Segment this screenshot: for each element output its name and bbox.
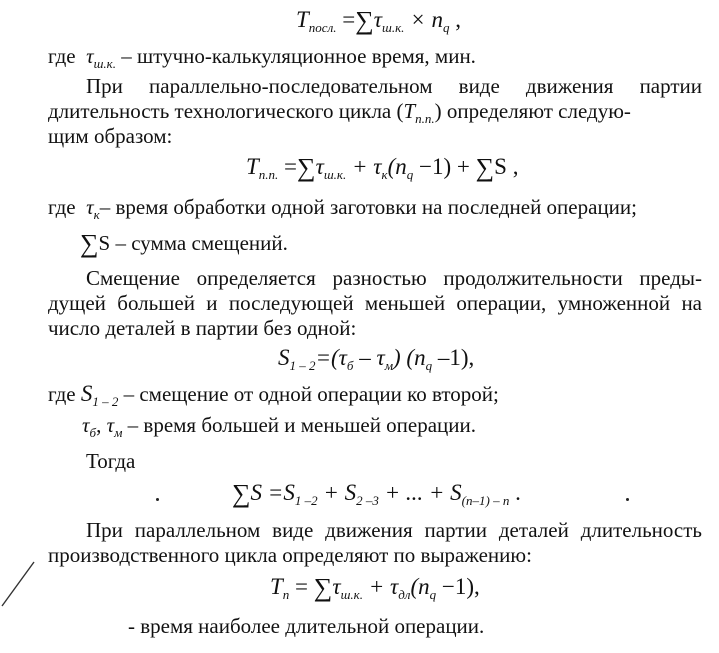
formula-operator: ) (n xyxy=(393,345,426,370)
formula-operator: (n xyxy=(410,574,430,599)
formula-operator: −1) + xyxy=(413,154,476,179)
formula-cycle-parallel xyxy=(270,575,480,607)
formula-operator: =(τ xyxy=(315,345,347,370)
formula-operator: = xyxy=(289,574,314,599)
definition-text: – смещение от одной операции ко второй; xyxy=(118,382,499,406)
formula-subscript: п xyxy=(282,587,290,602)
formula-subscript: к xyxy=(381,167,388,182)
formula-subscript: ш.к. xyxy=(340,587,363,602)
scan-speck xyxy=(626,498,629,501)
formula-symbol: T xyxy=(270,574,283,599)
formula-operator: + ... + S xyxy=(378,480,462,505)
definition-sum-offsets xyxy=(80,231,288,256)
definition-offset xyxy=(48,382,499,414)
formula-operator: – τ xyxy=(353,345,385,370)
formula-operator: × n xyxy=(404,7,443,32)
definition-text: – время большей и меньшей операции. xyxy=(122,413,477,437)
formula-symbol: S xyxy=(278,345,290,370)
formula-symbol: τ xyxy=(86,195,94,219)
stray-pen-line xyxy=(2,562,34,606)
formula-operator: + S xyxy=(317,480,357,505)
paragraph-text: ) определяют следую- xyxy=(434,99,631,123)
paragraph-line: При параллельном виде движения партии деталей длительность xyxy=(86,518,702,542)
formula-subscript: q xyxy=(406,167,414,182)
formula-punctuation: , xyxy=(449,7,461,32)
sum-symbol: ∑ xyxy=(475,153,495,182)
formula-symbol: S xyxy=(80,381,93,406)
formula-subscript: б xyxy=(89,425,97,440)
formula-symbol: T xyxy=(246,154,259,179)
definition-text: – штучно-калькуляционное время, мин. xyxy=(116,44,476,68)
where-word: где xyxy=(48,195,76,219)
formula-offset xyxy=(278,346,474,378)
formula-operator: (n xyxy=(387,154,407,179)
formula-subscript: п.п. xyxy=(415,111,435,126)
formula-cycle-sequential xyxy=(296,8,461,40)
then-word: Тогда xyxy=(86,449,136,473)
formula-subscript: 1 – 2 xyxy=(92,394,119,409)
formula-symbol: T xyxy=(296,7,309,32)
formula-subscript: дл xyxy=(398,587,411,602)
where-word: где xyxy=(48,44,76,68)
definition-text: S – сумма смещений. xyxy=(98,231,288,255)
formula-symbol: τ xyxy=(106,413,115,437)
last-definition-line: - время наиболее длительной операции. xyxy=(128,614,485,638)
formula-symbol: τ xyxy=(315,154,324,179)
formula-symbol: τ xyxy=(86,44,94,68)
sum-symbol: ∑ xyxy=(355,6,374,35)
paragraph-line: При параллельно-последовательном виде движения партии xyxy=(86,74,702,98)
paragraph-line: щим образом: xyxy=(48,124,173,148)
formula-subscript: q xyxy=(425,358,433,373)
formula-symbol: T xyxy=(403,99,416,123)
formula-symbol: S xyxy=(250,480,263,505)
paragraph-line: производственного цикла определяют по выражению: xyxy=(48,543,532,567)
formula-subscript: б xyxy=(346,358,354,373)
formula-subscript: 1 – 2 xyxy=(289,358,316,373)
formula-punctuation: . xyxy=(509,480,521,505)
formula-operator: –1), xyxy=(432,345,475,370)
formula-operator: + τ xyxy=(346,154,382,179)
formula-cycle-parallel-sequential xyxy=(246,155,518,187)
definition-piece-time xyxy=(48,44,476,76)
formula-subscript: м xyxy=(384,358,393,373)
formula-subscript: ш.к. xyxy=(382,20,405,35)
formula-subscript: q xyxy=(442,20,450,35)
formula-subscript: посл. xyxy=(308,20,337,35)
formula-symbol: S , xyxy=(494,154,519,179)
definition-big-small-time xyxy=(82,413,476,445)
formula-subscript: ш.к. xyxy=(323,167,347,182)
formula-punctuation: , xyxy=(96,413,102,437)
definition-last-operation-time xyxy=(48,195,637,227)
formula-subscript: ш.к. xyxy=(93,56,117,71)
scan-speck xyxy=(156,498,159,501)
formula-subscript: 1 –2 xyxy=(294,493,318,508)
paragraph-line: дущей большей и последующей меньшей операции, умноженной на xyxy=(48,291,702,315)
formula-operator: = xyxy=(336,7,356,32)
formula-sum-offsets xyxy=(232,481,521,513)
formula-subscript: м xyxy=(114,425,123,440)
formula-subscript: к xyxy=(93,207,100,222)
formula-symbol: τ xyxy=(332,574,341,599)
sum-symbol: ∑ xyxy=(80,229,99,258)
paragraph-text: длительность технологического цикла ( xyxy=(48,99,404,123)
sum-symbol: ∑ xyxy=(297,153,316,182)
formula-subscript: (n–1) – n xyxy=(461,493,510,508)
formula-subscript: 2 –3 xyxy=(356,493,379,508)
paragraph-line: Смещение определяется разностью продолжительности преды- xyxy=(86,266,702,290)
formula-subscript: q xyxy=(429,587,437,602)
formula-symbol: τ xyxy=(373,7,383,32)
paragraph-line: число деталей в партии без одной: xyxy=(48,316,357,340)
formula-operator: + τ xyxy=(362,574,399,599)
where-word: где xyxy=(48,382,76,406)
formula-operator: = xyxy=(278,154,298,179)
definition-text: – время обработки одной заготовки на последней операции; xyxy=(99,195,637,219)
sum-symbol: ∑ xyxy=(232,479,251,508)
formula-operator: =S xyxy=(262,480,295,505)
formula-symbol: τ xyxy=(82,413,90,437)
sum-symbol: ∑ xyxy=(313,573,333,602)
formula-subscript: п.п. xyxy=(258,167,279,182)
formula-operator: −1), xyxy=(436,574,480,599)
